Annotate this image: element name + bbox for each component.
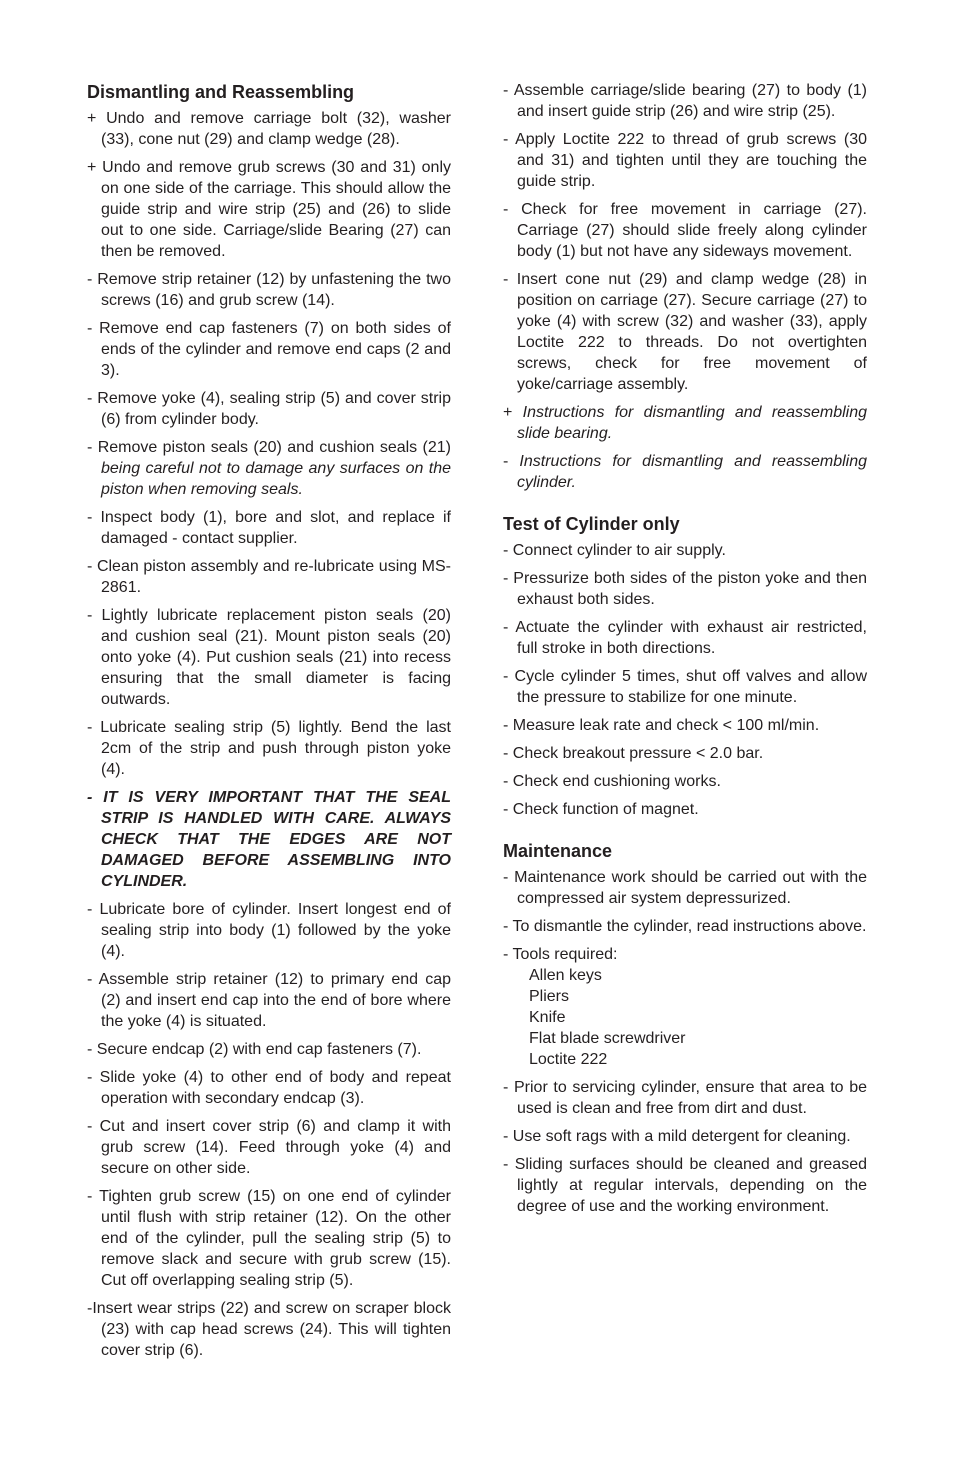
tool-item: Knife bbox=[529, 1009, 566, 1026]
left-column bbox=[87, 80, 451, 1368]
test-item: - Check breakout pressure < 2.0 bar. bbox=[503, 745, 764, 762]
cylinder-reference-text: Instructions for dismantling and reassembling cylinder. bbox=[517, 453, 868, 491]
section-heading-maintenance: Maintenance bbox=[503, 841, 613, 861]
bullet-plus: + bbox=[503, 404, 523, 421]
test-item: - Measure leak rate and check < 100 ml/min. bbox=[503, 717, 820, 734]
test-item: - Check function of magnet. bbox=[503, 801, 699, 818]
maintenance-item: - Prior to servicing cylinder, ensure that area to be used is clean and free from dirt and dust. bbox=[503, 1079, 867, 1117]
instruction-item: - Assemble strip retainer (12) to primary end cap (2) and insert end cap into the end of bore where the yoke (4) is situated. bbox=[87, 971, 451, 1030]
bullet-dash: - bbox=[503, 453, 520, 470]
instruction-item: - Secure endcap (2) with end cap fasteners (7). bbox=[87, 1041, 422, 1058]
caution-note: being careful not to damage any surfaces on the piston when removing seals. bbox=[101, 460, 451, 498]
instruction-item: - Remove yoke (4), sealing strip (5) and cover strip (6) from cylinder body. bbox=[87, 390, 451, 428]
test-item: - Actuate the cylinder with exhaust air restricted, full stroke in both directions. bbox=[503, 619, 867, 657]
instruction-item: - Remove end cap fasteners (7) on both sides of ends of the cylinder and remove end caps (2 and 3). bbox=[87, 320, 451, 379]
instruction-item: - Insert cone nut (29) and clamp wedge (28) in position on carriage (27). Secure carriage (27) to yoke (4) with screw (32) and washer (33), apply Loctite 222 to threads. Do not overtighten screws, check for free movement of yoke/carriage assembly. bbox=[503, 271, 867, 393]
cylinder-reference bbox=[503, 451, 867, 493]
tools-list bbox=[503, 965, 867, 1070]
maintenance-item: - Use soft rags with a mild detergent for cleaning. bbox=[503, 1128, 851, 1145]
seal-strip-warning: - IT IS VERY IMPORTANT THAT THE SEAL STRIP IS HANDLED WITH CARE. ALWAYS CHECK THAT THE EDGES ARE NOT DAMAGED BEFORE ASSEMBLING INTO CYLINDER. bbox=[87, 789, 451, 890]
section-heading-dismantling: Dismantling and Reassembling bbox=[87, 82, 355, 102]
test-item: - Cycle cylinder 5 times, shut off valves and allow the pressure to stabilize for one minute. bbox=[503, 668, 867, 706]
instruction-item: - Check for free movement in carriage (27). Carriage (27) should slide freely along cylinder body (1) but not have any sideways movement. bbox=[503, 201, 867, 260]
maintenance-item: - To dismantle the cylinder, read instructions above. bbox=[503, 918, 867, 935]
instruction-item: + Undo and remove grub screws (30 and 31) only on one side of the carriage. This should allow the guide strip and wire strip (25) and (26) to slide out to one side. Carriage/slide Bearing (27) can then be removed. bbox=[87, 159, 451, 260]
tool-item: Loctite 222 bbox=[529, 1051, 608, 1068]
test-item: - Connect cylinder to air supply. bbox=[503, 542, 726, 559]
slide-bearing-reference-text: Instructions for dismantling and reassembling slide bearing. bbox=[517, 404, 867, 442]
instruction-item: - Remove strip retainer (12) by unfastening the two screws (16) and grub screw (14). bbox=[87, 271, 451, 309]
maintenance-item: - Sliding surfaces should be cleaned and greased lightly at regular intervals, depending on the degree of use and the working environment. bbox=[503, 1156, 867, 1215]
instruction-item: - Lubricate bore of cylinder. Insert longest end of sealing strip into body (1) followed by the yoke (4). bbox=[87, 901, 451, 960]
instruction-item: - Clean piston assembly and re-lubricate using MS-2861. bbox=[87, 558, 451, 596]
test-item: - Check end cushioning works. bbox=[503, 773, 721, 790]
instruction-item: - Assemble carriage/slide bearing (27) to body (1) and insert guide strip (26) and wire strip (25). bbox=[503, 82, 867, 120]
instruction-text: - Remove piston seals (20) and cushion seals (21) bbox=[87, 439, 451, 456]
test-item: - Pressurize both sides of the piston yoke and then exhaust both sides. bbox=[503, 570, 867, 608]
tool-item: Flat blade screwdriver bbox=[529, 1030, 686, 1047]
instruction-item: - Lubricate sealing strip (5) lightly. Bend the last 2cm of the strip and push through piston yoke (4). bbox=[87, 719, 451, 778]
tool-item: Pliers bbox=[529, 988, 570, 1005]
instruction-item: - Inspect body (1), bore and slot, and replace if damaged - contact supplier. bbox=[87, 509, 451, 547]
maintenance-item: - Maintenance work should be carried out with the compressed air system depressurized. bbox=[503, 869, 867, 907]
instruction-item: -Insert wear strips (22) and screw on scraper block (23) with cap head screws (24). This will tighten cover strip (6). bbox=[87, 1300, 451, 1359]
tools-required-label: - Tools required: bbox=[503, 946, 618, 963]
slide-bearing-reference bbox=[503, 402, 867, 444]
instruction-item-piston-seals bbox=[87, 437, 451, 500]
instruction-item: - Cut and insert cover strip (6) and clamp it with grub screw (14). Feed through yoke (4) and secure on other side. bbox=[87, 1118, 451, 1177]
section-heading-test: Test of Cylinder only bbox=[503, 514, 680, 534]
instruction-item: - Slide yoke (4) to other end of body and repeat operation with secondary endcap (3). bbox=[87, 1069, 451, 1107]
tool-item: Allen keys bbox=[529, 967, 602, 984]
instruction-item: - Tighten grub screw (15) on one end of cylinder until flush with strip retainer (12). On the other end of the cylinder, pull the sealing strip (5) to remove slack and secure with grub screw (15). Cut off overlapping sealing strip (5). bbox=[87, 1188, 451, 1289]
instruction-item: + Undo and remove carriage bolt (32), washer (33), cone nut (29) and clamp wedge (28). bbox=[87, 110, 451, 148]
instruction-item: - Lightly lubricate replacement piston seals (20) and cushion seal (21). Mount piston seals (20) onto yoke (4). Put cushion seals (21) into recess ensuring that the small diameter is facing outwards. bbox=[87, 607, 451, 708]
instruction-item: - Apply Loctite 222 to thread of grub screws (30 and 31) and tighten until they are touching the guide strip. bbox=[503, 131, 867, 190]
right-column bbox=[503, 80, 867, 1224]
